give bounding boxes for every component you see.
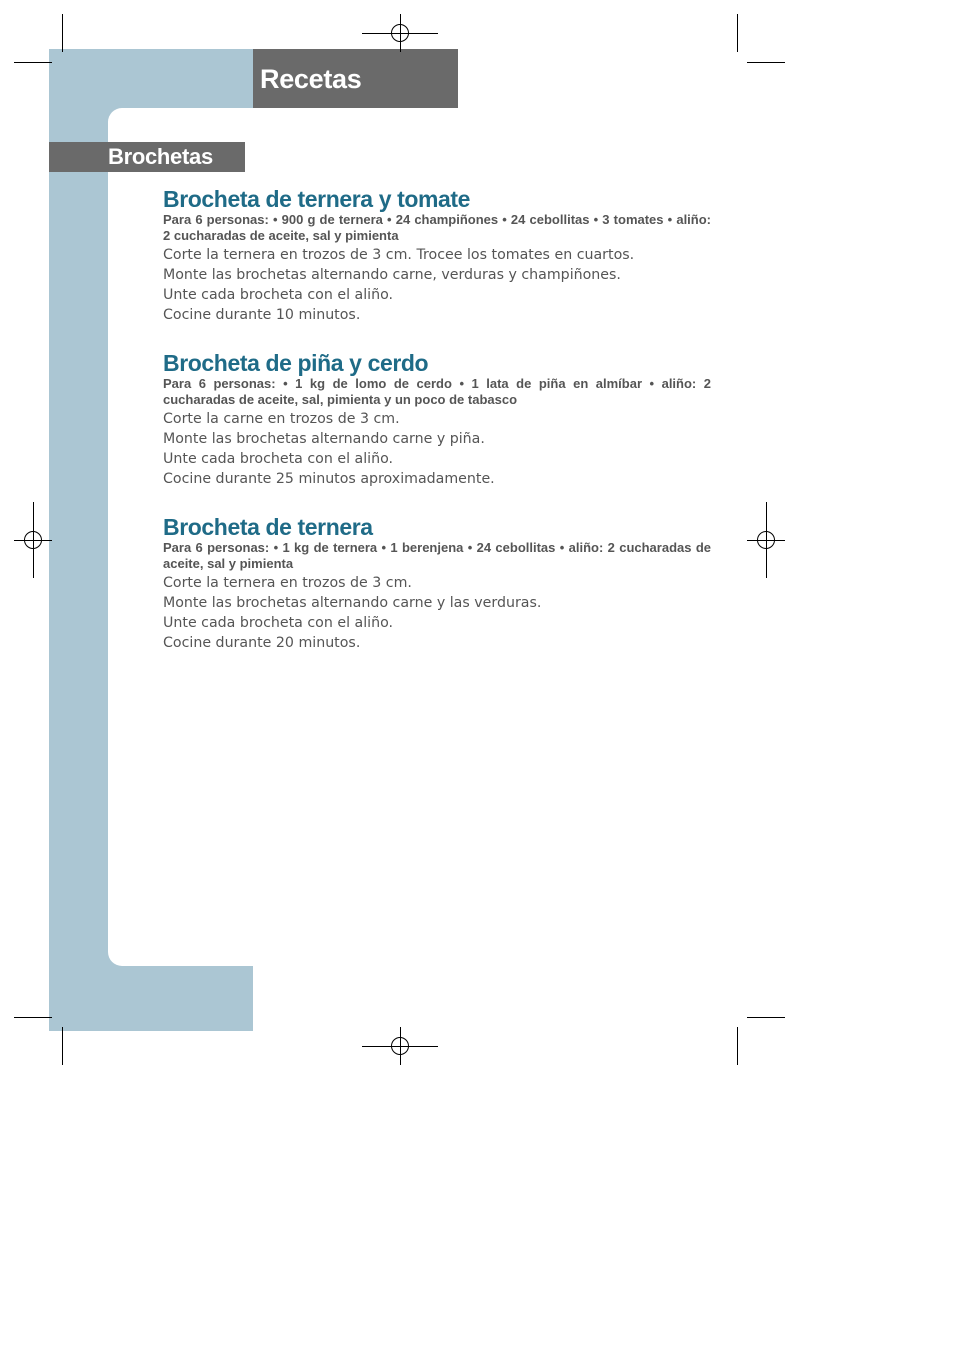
crop-mark bbox=[62, 1027, 63, 1065]
recipe-ingredients: Para 6 personas: • 900 g de ternera • 24 champiñones • 24 cebollitas • 3 tomates • aliño: 2 cucharadas de aceite, sal y pimienta bbox=[163, 212, 711, 243]
recipe-2 bbox=[163, 350, 711, 489]
recipe-step: Cocine durante 10 minutos. bbox=[163, 307, 361, 323]
registration-mark-circle bbox=[757, 531, 775, 549]
recipe-step: Corte la carne en trozos de 3 cm. bbox=[163, 411, 400, 427]
recipe-step: Unte cada brocheta con el aliño. bbox=[163, 615, 394, 631]
crop-mark bbox=[737, 14, 738, 52]
recipe-1 bbox=[163, 186, 711, 325]
recipe-step: Monte las brochetas alternando carne y piña. bbox=[163, 431, 485, 447]
recipe-title: Brocheta de ternera y tomate bbox=[163, 186, 471, 212]
recipe-3 bbox=[163, 514, 711, 653]
crop-mark bbox=[747, 62, 785, 63]
recipe-step: Corte la ternera en trozos de 3 cm. Trocee los tomates en cuartos. bbox=[163, 247, 635, 263]
recipe-step: Unte cada brocheta con el aliño. bbox=[163, 451, 394, 467]
section-title: Brochetas bbox=[108, 144, 213, 169]
registration-mark-circle bbox=[391, 24, 409, 42]
registration-mark-circle bbox=[391, 1037, 409, 1055]
recipe-step: Corte la ternera en trozos de 3 cm. bbox=[163, 575, 412, 591]
recipe-step: Cocine durante 25 minutos aproximadamente. bbox=[163, 471, 495, 487]
registration-mark-circle bbox=[24, 531, 42, 549]
recipe-ingredients: Para 6 personas: • 1 kg de ternera • 1 berenjena • 24 cebollitas • aliño: 2 cucharadas de aceite, sal y pimienta bbox=[163, 540, 711, 571]
recipe-step: Monte las brochetas alternando carne y las verduras. bbox=[163, 595, 542, 611]
crop-mark bbox=[14, 1017, 52, 1018]
recipe-ingredients: Para 6 personas: • 1 kg de lomo de cerdo • 1 lata de piña en almíbar • aliño: 2 cucharadas de aceite, sal, pimienta y un poco de tabasco bbox=[163, 376, 711, 407]
crop-mark bbox=[62, 14, 63, 52]
crop-mark bbox=[14, 62, 52, 63]
recipe-title: Brocheta de piña y cerdo bbox=[163, 350, 429, 376]
page-title: Recetas bbox=[260, 64, 362, 94]
crop-mark bbox=[747, 1017, 785, 1018]
crop-mark bbox=[737, 1027, 738, 1065]
recipe-step: Unte cada brocheta con el aliño. bbox=[163, 287, 394, 303]
recipe-step: Cocine durante 20 minutos. bbox=[163, 635, 361, 651]
recipe-step: Monte las brochetas alternando carne, verduras y champiñones. bbox=[163, 267, 621, 283]
recipe-title: Brocheta de ternera bbox=[163, 514, 373, 540]
